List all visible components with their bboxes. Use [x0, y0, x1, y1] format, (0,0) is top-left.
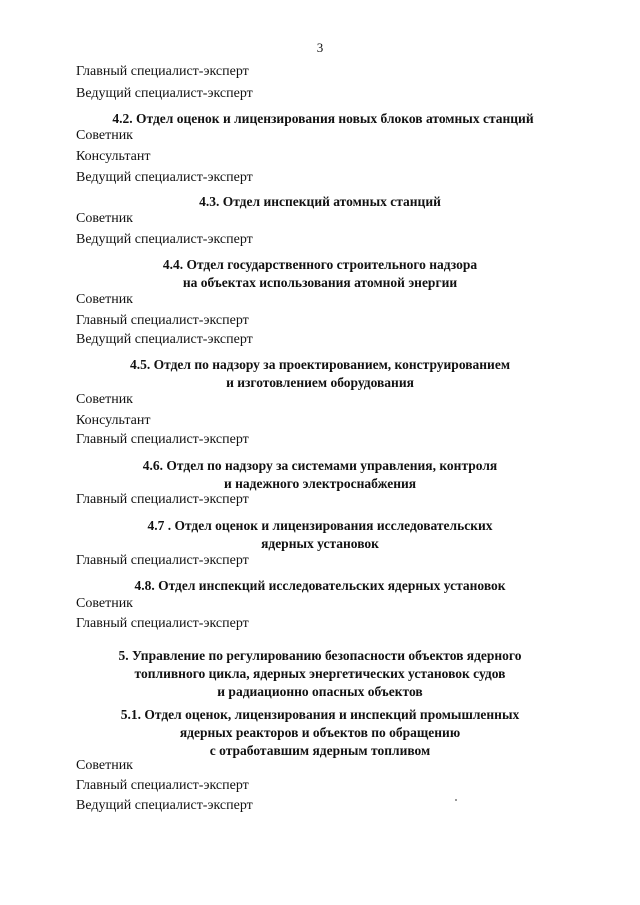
section-heading: топливного цикла, ядерных энергетических установок судов	[134, 666, 506, 681]
section-heading: с отработавшим ядерным топливом	[209, 743, 431, 758]
position-line: Ведущий специалист-эксперт	[76, 332, 253, 347]
section-heading: 5.1. Отдел оценок, лицензирования и инспекций промышленных	[120, 707, 520, 722]
section-heading: 4.5. Отдел по надзору за проектированием, конструированием	[129, 357, 511, 372]
position-line: Советник	[76, 392, 133, 407]
position-line: Ведущий специалист-эксперт	[76, 232, 253, 247]
position-line: Главный специалист-эксперт	[76, 432, 249, 447]
section-heading: 4.4. Отдел государственного строительного надзора	[162, 257, 478, 272]
section-heading: 4.3. Отдел инспекций атомных станций	[199, 194, 441, 209]
position-line: Советник	[76, 211, 133, 226]
position-line: Советник	[76, 596, 133, 611]
section-heading: 4.7 . Отдел оценок и лицензирования исследовательских	[147, 518, 493, 533]
position-line: Главный специалист-эксперт	[76, 553, 249, 568]
section-heading: 4.8. Отдел инспекций исследовательских ядерных установок	[134, 578, 506, 593]
section-heading: 4.2. Отдел оценок и лицензирования новых блоков атомных станций	[112, 111, 534, 126]
position-line: Ведущий специалист-эксперт	[76, 86, 253, 101]
section-heading: ядерных реакторов и объектов по обращению	[179, 725, 461, 740]
position-line: Консультант	[76, 149, 151, 164]
position-line: Главный специалист-эксперт	[76, 778, 249, 793]
position-line: Советник	[76, 128, 133, 143]
position-line: Главный специалист-эксперт	[76, 492, 249, 507]
scan-speck	[455, 799, 457, 801]
position-line: Главный специалист-эксперт	[76, 313, 249, 328]
position-line: Советник	[76, 292, 133, 307]
page-number: 3	[316, 40, 324, 55]
position-line: Ведущий специалист-эксперт	[76, 798, 253, 813]
section-heading: 5. Управление по регулированию безопасности объектов ядерного	[118, 648, 522, 663]
section-heading: ядерных установок	[261, 536, 379, 551]
position-line: Советник	[76, 758, 133, 773]
position-line: Главный специалист-эксперт	[76, 616, 249, 631]
section-heading: и надежного электроснабжения	[223, 476, 417, 491]
position-line: Ведущий специалист-эксперт	[76, 170, 253, 185]
position-line: Консультант	[76, 413, 151, 428]
section-heading: 4.6. Отдел по надзору за системами управления, контроля	[142, 458, 498, 473]
section-heading: на объектах использования атомной энергии	[182, 275, 458, 290]
section-heading: и изготовлением оборудования	[226, 375, 414, 390]
position-line: Главный специалист-эксперт	[76, 64, 249, 79]
section-heading: и радиационно опасных объектов	[217, 684, 423, 699]
